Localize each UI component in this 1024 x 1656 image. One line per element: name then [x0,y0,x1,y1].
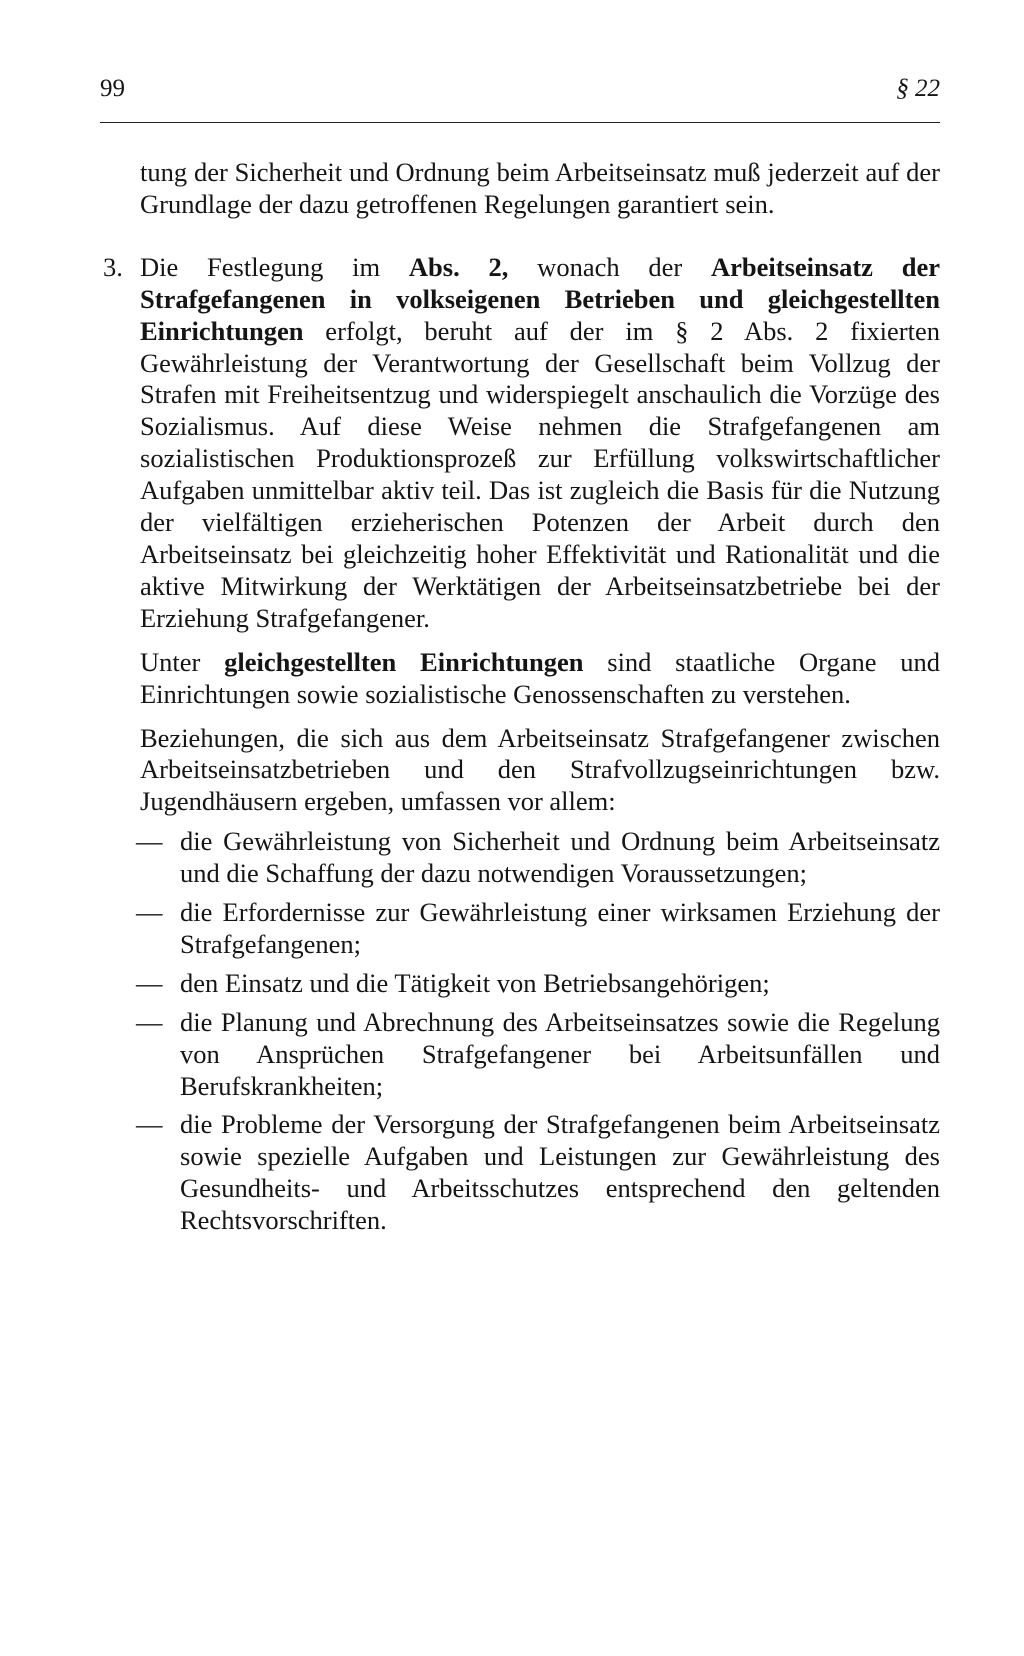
definition-paragraph [0,647,1024,711]
bold-term: gleichgestellten Einrichtungen [224,646,584,677]
header-rule [100,122,940,123]
text-run: Die Festlegung im [140,251,409,282]
list-item [0,968,1024,1000]
dash-marker: — [136,1109,163,1140]
list-item-text: die Gewährleistung von Sicherheit und Ordnung beim Arbeitseinsatz und die Schaffung der dazu notwendigen Voraussetzungen; [180,826,940,889]
text-run: Unter [140,646,225,677]
bold-term: Arbeitseinsatz der Strafgefangenen in volkseigenen Betrieben und gleichgestellten Einrichtungen [140,251,940,346]
list-item-text: die Probleme der Versorgung der Strafgefangenen beim Arbeitseinsatz sowie spezielle Aufgaben und Leistungen zur Gewährleistung des Gesundheits- und Arbeitsschutzes entsprechend den geltenden Rechtsvorschriften. [180,1109,940,1236]
list-item [0,1109,1024,1237]
text-run: sind staatliche Organe und Einrichtungen sowie sozialistische Genossenschaften zu verstehen. [140,646,940,709]
page-body [0,157,1024,1244]
numbered-paragraph-3 [0,252,1024,635]
dash-marker: — [136,897,163,928]
list-item [0,897,1024,961]
list-item-text: die Planung und Abrechnung des Arbeitseinsatzes sowie die Regelung von Ansprüchen Strafgefangener bei Arbeitsunfällen und Berufskrankheiten; [180,1006,940,1101]
list-item [0,1007,1024,1103]
dash-marker: — [136,967,163,998]
paragraph-number: 3. [103,251,123,282]
list-item-text: den Einsatz und die Tätigkeit von Betriebsangehörigen; [180,967,770,998]
bold-reference: Abs. 2, [408,251,509,282]
relations-paragraph: Beziehungen, die sich aus dem Arbeitseinsatz Strafgefangener zwischen Arbeitseinsatzbetrieben und den Strafvollzugseinrichtungen bzw. Jugendhäusern ergeben, umfassen vor allem: [140,722,940,817]
list-item-text: die Erfordernisse zur Gewährleistung einer wirksamen Erziehung der Strafgefangenen; [180,897,940,959]
section-reference: § 22 [896,75,940,102]
continuation-paragraph: tung der Sicherheit und Ordnung beim Arbeitseinsatz muß jederzeit auf der Grundlage der dazu getroffenen Regelungen garantiert sein. [140,157,940,219]
relations-list [0,826,1024,1237]
dash-marker: — [136,826,163,857]
list-item [0,826,1024,890]
text-run: erfolgt, beruht auf der im § 2 Abs. 2 fixierten Gewährleistung der Verantwortung der Gesellschaft beim Vollzug der Strafen mit Freiheitsentzug und widerspiegelt anschaulich die Vorzüge des Sozialismus. Auf diese Weise nehmen die Strafgefangenen am sozialistischen Produktionsprozeß zur Erfüllung volkswirtschaftlicher Aufgaben unmittelbar aktiv teil. Das ist zugleich die Basis für die Nutzung der vielfältigen erzieherischen Potenzen der Arbeit durch den Arbeitseinsatz bei gleichzeitig hoher Effektivität und Rationalität und die aktive Mitwirkung der Werktätigen der Arbeitseinsatzbetriebe bei der Erziehung Strafgefangener. [140,315,940,633]
page-number: 99 [100,75,125,102]
dash-marker: — [136,1006,163,1037]
text-run: wonach der [508,251,712,282]
